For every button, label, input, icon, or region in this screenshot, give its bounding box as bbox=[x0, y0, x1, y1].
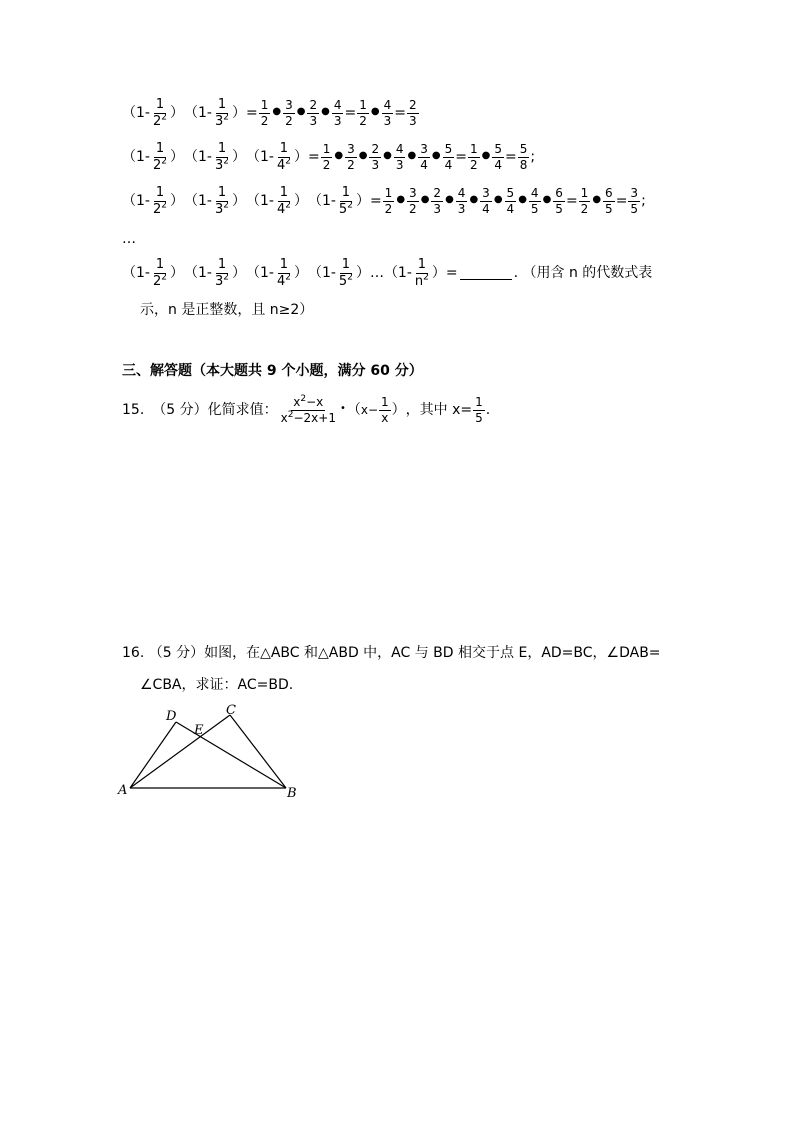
label-d: D bbox=[166, 709, 177, 724]
equals-sign: = bbox=[307, 149, 320, 166]
dot-operator: ● bbox=[469, 194, 479, 206]
period: . bbox=[485, 402, 491, 419]
fraction: $\frac{4}{3}$ bbox=[457, 186, 466, 216]
fraction: $\frac{6}{5}$ bbox=[605, 186, 613, 216]
fraction: $\frac{1}{2}$ bbox=[469, 142, 478, 172]
dot-operator: ● bbox=[592, 194, 602, 206]
formula-row-1 bbox=[122, 98, 420, 128]
fraction: $\frac{1}{x}$ bbox=[381, 395, 389, 425]
paren-open: （1- bbox=[307, 265, 336, 282]
fraction: $\frac{1}{2^2}$ bbox=[152, 185, 167, 217]
formula-row-general-cont bbox=[140, 303, 313, 317]
label-a: A bbox=[118, 783, 128, 798]
formula-row-2 bbox=[122, 142, 535, 172]
question-16-cont bbox=[140, 678, 293, 692]
dot-operator: ● bbox=[334, 150, 344, 162]
fraction: $\frac{6}{5}$ bbox=[555, 186, 563, 216]
paren-close: ） bbox=[231, 265, 246, 282]
fraction: $\frac{2}{3}$ bbox=[408, 98, 417, 128]
dot-operator: ● bbox=[272, 106, 282, 118]
equals-sign: = bbox=[455, 149, 467, 166]
paren-open: （ bbox=[346, 402, 361, 419]
fraction: $\frac{1}{4^2}$ bbox=[276, 141, 291, 173]
fraction: $\frac{1}{3^2}$ bbox=[214, 97, 229, 129]
fraction: $\frac{1}{3^2}$ bbox=[214, 141, 229, 173]
paren-open: （1- bbox=[245, 193, 274, 210]
fraction: $\frac{3}{2}$ bbox=[285, 98, 293, 128]
fraction-main: $\frac{x^2-x}{x^2-2x+1}$ bbox=[280, 394, 336, 425]
paren-open: （1- bbox=[245, 149, 274, 166]
section-heading bbox=[122, 364, 423, 378]
ellipsis: … bbox=[122, 231, 136, 247]
dot-operator: ● bbox=[370, 106, 380, 118]
semicolon: ; bbox=[530, 149, 536, 166]
paren-open: （1- bbox=[183, 265, 212, 282]
equals-sign: = bbox=[565, 193, 578, 210]
dot-operator: ● bbox=[383, 150, 392, 162]
dot-operator: ● bbox=[445, 194, 454, 206]
label-c: C bbox=[226, 703, 236, 718]
dot-operator: ● bbox=[420, 194, 430, 206]
ellipsis-row bbox=[122, 232, 136, 246]
paren-close: ） bbox=[293, 193, 308, 210]
paren-close: ） bbox=[231, 149, 246, 166]
dot-operator: ● bbox=[493, 194, 503, 206]
paren-close: ） bbox=[355, 265, 370, 282]
dot-operator: ● bbox=[431, 150, 441, 162]
paren-open: （1- bbox=[122, 105, 150, 122]
equals-sign: = bbox=[369, 193, 382, 210]
paren-open: （1- bbox=[183, 149, 212, 166]
fraction: $\frac{3}{4}$ bbox=[420, 142, 428, 172]
paren-open: （1- bbox=[122, 149, 150, 166]
fraction: $\frac{5}{4}$ bbox=[444, 142, 453, 172]
question-prompt: 16. （5 分）如图，在△ABC 和△ABD 中，AC 与 BD 相交于点 E，AD=BC，∠DAB= bbox=[122, 645, 661, 661]
paren-close: ） bbox=[169, 265, 184, 282]
fraction: $\frac{1}{2^2}$ bbox=[152, 97, 167, 129]
formula-row-3 bbox=[122, 186, 646, 216]
variable-x: x bbox=[360, 403, 368, 418]
dot-operator: ● bbox=[358, 150, 368, 162]
dot-operator: ● bbox=[542, 194, 552, 206]
geometry-figure bbox=[110, 698, 310, 808]
fraction: $\frac{3}{2}$ bbox=[409, 186, 417, 216]
segment-ac bbox=[130, 715, 230, 788]
fraction: $\frac{1}{4^2}$ bbox=[276, 257, 291, 289]
paren-open: （1- bbox=[383, 265, 412, 282]
instruction-text: 示，n 是正整数，且 n≥2） bbox=[140, 302, 314, 318]
fraction: $\frac{5}{4}$ bbox=[506, 186, 515, 216]
segment-ad bbox=[130, 722, 176, 788]
segment-cb bbox=[230, 715, 286, 788]
paren-close: ） bbox=[293, 149, 308, 166]
question-prompt: （5 分）化简求值： bbox=[152, 402, 278, 419]
paren-close: ） bbox=[355, 193, 370, 210]
paren-close: ） bbox=[431, 265, 446, 282]
fraction: $\frac{5}{8}$ bbox=[519, 142, 528, 172]
paren-open: （1- bbox=[183, 105, 212, 122]
fraction: $\frac{1}{3^2}$ bbox=[214, 185, 229, 217]
paren-open: （1- bbox=[245, 265, 274, 282]
question-15 bbox=[122, 396, 490, 424]
fraction: $\frac{2}{3}$ bbox=[433, 186, 442, 216]
dot-operator: ● bbox=[518, 194, 527, 206]
label-e: E bbox=[194, 723, 204, 738]
dot-operator: ● bbox=[407, 150, 417, 162]
dot-operator: ● bbox=[396, 194, 406, 206]
fraction: $\frac{1}{4^2}$ bbox=[276, 185, 291, 217]
dot-operator: ● bbox=[481, 150, 491, 162]
label-b: B bbox=[287, 786, 297, 801]
paren-open: （1- bbox=[183, 193, 212, 210]
paren-close: ） bbox=[231, 193, 246, 210]
equals-sign: = bbox=[445, 265, 458, 282]
dot-operator: ● bbox=[321, 106, 330, 118]
fraction: $\frac{3}{4}$ bbox=[482, 186, 490, 216]
question-number: 15. bbox=[122, 402, 145, 419]
instruction-text: . （用含 n 的代数式表 bbox=[513, 265, 653, 282]
fraction: $\frac{1}{2}$ bbox=[359, 98, 367, 128]
fraction: $\frac{2}{3}$ bbox=[309, 98, 318, 128]
equals-sign: = bbox=[615, 193, 628, 210]
fraction: $\frac{3}{2}$ bbox=[347, 142, 355, 172]
equals-sign: = bbox=[504, 149, 517, 166]
minus-sign: − bbox=[367, 403, 379, 418]
fraction: $\frac{1}{2}$ bbox=[580, 186, 589, 216]
fraction: $\frac{1}{2^2}$ bbox=[152, 257, 167, 289]
fraction: $\frac{1}{2}$ bbox=[322, 142, 331, 172]
paren-open: （1- bbox=[122, 265, 150, 282]
ellipsis: … bbox=[369, 265, 384, 282]
paren-close: ） bbox=[231, 105, 246, 122]
answer-blank[interactable] bbox=[460, 267, 512, 280]
condition-text: ，其中 x= bbox=[405, 402, 473, 419]
equals-sign: = bbox=[245, 105, 258, 122]
paren-close: ） bbox=[169, 105, 184, 122]
fraction: $\frac{1}{5}$ bbox=[475, 395, 483, 425]
question-prompt: ∠CBA，求证：AC=BD. bbox=[140, 677, 294, 693]
fraction: $\frac{1}{2}$ bbox=[260, 98, 269, 128]
paren-open: （1- bbox=[122, 193, 150, 210]
paren-open: （1- bbox=[307, 193, 336, 210]
fraction: $\frac{1}{5^2}$ bbox=[338, 185, 353, 217]
fraction: $\frac{4}{3}$ bbox=[333, 98, 342, 128]
question-16 bbox=[122, 646, 661, 660]
fraction: $\frac{1}{3^2}$ bbox=[214, 257, 229, 289]
fraction: $\frac{1}{2}$ bbox=[384, 186, 393, 216]
formula-row-general bbox=[122, 258, 652, 288]
equals-sign: = bbox=[394, 105, 406, 122]
fraction: $\frac{4}{3}$ bbox=[383, 98, 392, 128]
fraction: $\frac{4}{5}$ bbox=[530, 186, 539, 216]
fraction: $\frac{1}{5^2}$ bbox=[338, 257, 353, 289]
segment-db bbox=[176, 722, 286, 788]
fraction: $\frac{4}{3}$ bbox=[395, 142, 404, 172]
semicolon: ; bbox=[641, 193, 646, 210]
fraction: $\frac{3}{5}$ bbox=[630, 186, 639, 216]
paren-close: ） bbox=[169, 193, 184, 210]
paren-close: ） bbox=[391, 402, 406, 419]
section-title: 三、解答题（本大题共 9 个小题，满分 60 分） bbox=[122, 363, 423, 379]
fraction: $\frac{5}{4}$ bbox=[494, 142, 502, 172]
fraction: $\frac{1}{n^2}$ bbox=[414, 257, 429, 289]
dot-operator: ● bbox=[296, 106, 306, 118]
equals-sign: = bbox=[344, 105, 357, 122]
fraction: $\frac{1}{2^2}$ bbox=[152, 141, 167, 173]
dot-operator: • bbox=[339, 403, 346, 415]
paren-close: ） bbox=[169, 149, 184, 166]
paren-close: ） bbox=[293, 265, 308, 282]
fraction: $\frac{2}{3}$ bbox=[371, 142, 380, 172]
